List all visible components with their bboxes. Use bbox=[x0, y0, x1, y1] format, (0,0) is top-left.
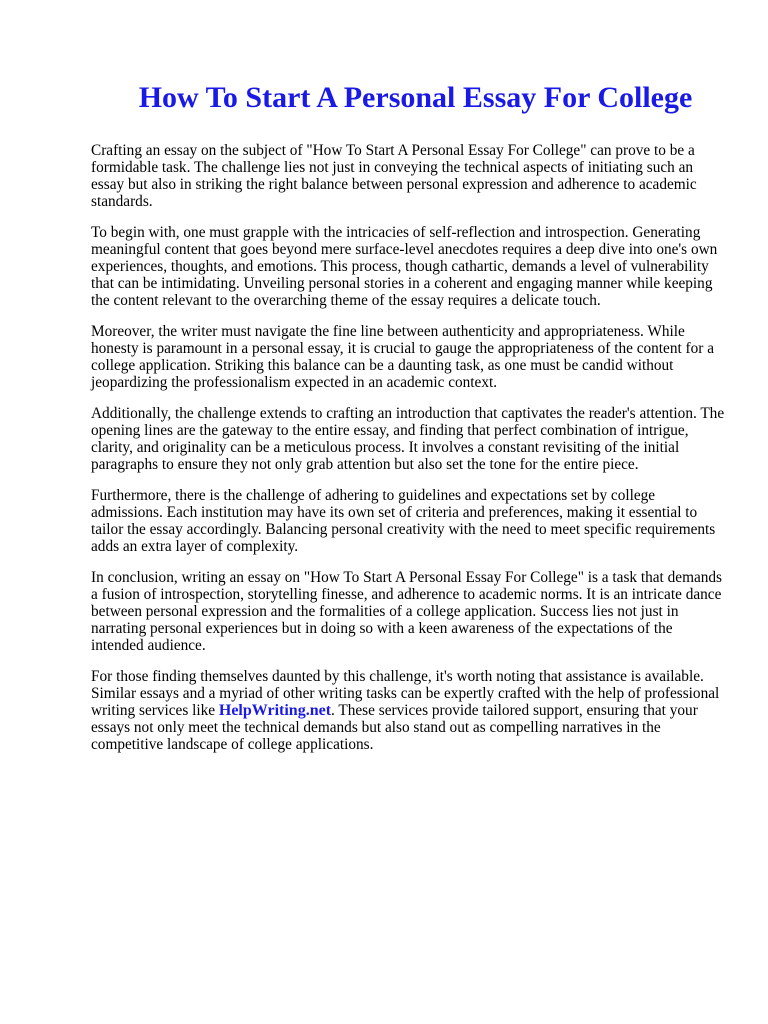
paragraph-introduction: Additionally, the challenge extends to crafting an introduction that captivates the reader's attention. The opening lines are the gateway to the entire essay, and finding that perfect combination of intrigue, clarity, and originality can be a meticulous process. It involves a constant revisiting of the initial paragraphs to ensure they not only grab attention but also set the tone for the entire piece. bbox=[91, 405, 725, 473]
assistance-text-before-link: For those finding themselves daunted by this challenge, it's worth noting that assistance is available. Similar essays and a myriad of other writing tasks can be expertly crafted with the help of professional writing services like bbox=[91, 668, 720, 719]
paragraph-self-reflection: To begin with, one must grapple with the intricacies of self-reflection and introspection. Generating meaningful content that goes beyond mere surface-level anecdotes requires a deep dive into one's own experiences, thoughts, and emotions. This process, though cathartic, demands a level of vulnerability that can be intimidating. Unveiling personal stories in a coherent and engaging manner while keeping the content relevant to the overarching theme of the essay requires a delicate touch. bbox=[91, 224, 718, 309]
paragraph-guidelines: Furthermore, there is the challenge of adhering to guidelines and expectations set by college admissions. Each institution may have its own set of criteria and preferences, making it essential to tailor the essay accordingly. Balancing personal creativity with the need to meet specific requirements adds an extra layer of complexity. bbox=[91, 487, 716, 555]
helpwriting-link[interactable]: HelpWriting.net bbox=[218, 702, 332, 719]
paragraph-intro: Crafting an essay on the subject of "How To Start A Personal Essay For College" can prove to be a formidable task. The challenge lies not just in conveying the technical aspects of initiating such an essay but also in striking the right balance between personal expression and adherence to academic standards. bbox=[91, 142, 697, 210]
essay-body bbox=[91, 142, 726, 753]
paragraph-authenticity: Moreover, the writer must navigate the fine line between authenticity and appropriateness. While honesty is paramount in a personal essay, it is crucial to gauge the appropriateness of the content for a college application. Striking this balance can be a daunting task, as one must be candid without jeopardizing the professionalism expected in an academic context. bbox=[91, 323, 715, 391]
assistance-text-after-link: . These services provide tailored support, ensuring that your essays not only meet the technical demands but also stand out as compelling narratives in the competitive landscape of college applications. bbox=[91, 702, 698, 753]
paragraph-assistance bbox=[91, 668, 726, 753]
page-title: How To Start A Personal Essay For College bbox=[138, 81, 693, 114]
paragraph-conclusion: In conclusion, writing an essay on "How To Start A Personal Essay For College" is a task that demands a fusion of introspection, storytelling finesse, and adherence to academic norms. It is an intricate dance between personal expression and the formalities of a college application. Success lies not just in narrating personal experiences but in doing so with a keen awareness of the expectations of the intended audience. bbox=[91, 569, 723, 654]
